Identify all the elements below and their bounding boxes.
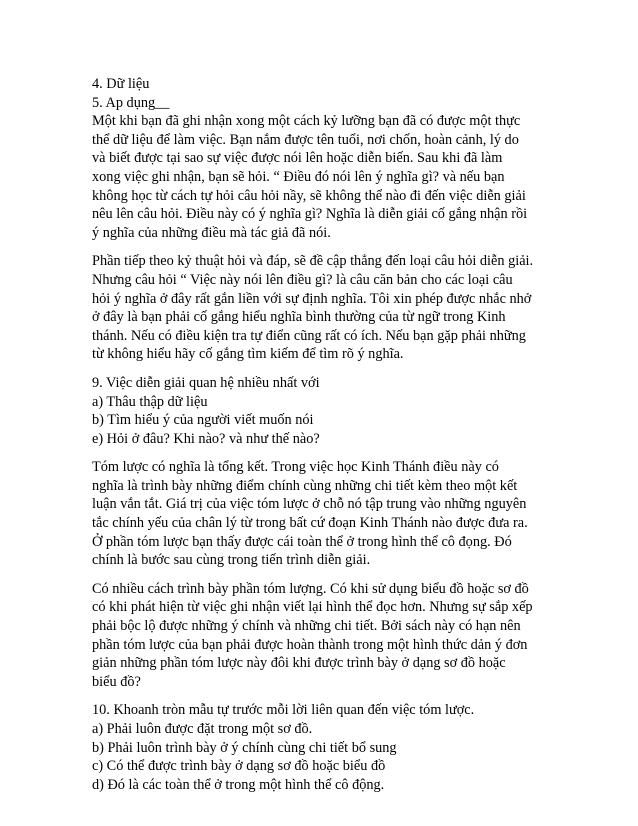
text-line: ở đây là bạn phải cố gắng hiểu nghĩa bình thường của từ ngữ trong Kinh — [92, 309, 506, 326]
list-items-4-5 — [92, 75, 552, 112]
text-line: chính là bước sau cùng trong tiến trình diễn giải. — [92, 552, 371, 569]
text-line: Ở phần tóm lược bạn thấy được cái toàn thể ở trong hình thể cô đọng. Đó — [92, 533, 512, 550]
answer-option: d) Đó là các toàn thể ở trong một hình thể cô động. — [92, 776, 385, 793]
paragraph-spacer — [92, 691, 552, 701]
text-line: Phần tiếp theo kỷ thuật hỏi và đáp, sẽ đề cập thẳng đến loại câu hỏi diễn giải. — [92, 253, 534, 270]
question-prompt: 9. Việc diễn giải quan hệ nhiều nhất với — [92, 374, 320, 391]
text-line: ý nghĩa của những điều mà tác giả đã nói. — [92, 224, 331, 241]
paragraph-ghi-nhan — [92, 112, 552, 242]
paragraph-spacer — [92, 448, 552, 458]
list-item: 5. Ap dụng__ — [92, 94, 170, 111]
text-line: nêu lên câu hỏi. Điều này có ý nghĩa gì? Nghĩa là diễn giải cố gắng nhận rồi — [92, 206, 528, 223]
text-line: Một khi bạn đã ghi nhận xong một cách kỷ lưỡng bạn đã có được một thực — [92, 113, 521, 130]
text-line: phải bộc lộ được những ý chính và những chi tiết. Bởi sách này có hạn nên — [92, 618, 521, 635]
text-line: và biết được tại sao sự việc được nói lên hoặc diễn biến. Sau khi đã làm — [92, 150, 503, 167]
paragraph-spacer — [92, 364, 552, 374]
answer-option: a) Phải luôn được đặt trong một sơ đồ. — [92, 721, 313, 737]
answer-option: a) Thâu thập dữ liệu — [92, 393, 208, 410]
paragraph-hoi-dap — [92, 252, 552, 364]
paragraph-tom-luoc — [92, 458, 552, 570]
text-line: Nhưng câu hỏi “ Việc này nói lên điều gì? là câu căn bản cho các loại câu — [92, 271, 513, 288]
paragraph-spacer — [92, 570, 552, 580]
answer-option: e) Hỏi ở đâu? Khi nào? và như thế nào? — [92, 430, 320, 447]
text-line: Có nhiều cách trình bày phần tóm lượng. Có khi sử dụng biểu đồ hoặc sơ đồ — [92, 580, 529, 597]
text-line: hỏi ý nghĩa ở đây rất gắn liền với sự định nghĩa. Tôi xin phép được nhắc nhở — [92, 290, 532, 307]
text-line: xong việc ghi nhận, bạn sẽ hỏi. “ Điều đó nói lên ý nghĩa gì? và nếu bạn — [92, 168, 505, 185]
answer-option: c) Có thể được trình bày ở dạng sơ đồ hoặc biểu đồ — [92, 758, 386, 775]
answer-option: b) Tìm hiểu ý của người viết muốn nói — [92, 412, 314, 429]
answer-option: b) Phải luôn trình bày ở ý chính cùng chi tiết bổ sung — [92, 739, 397, 756]
paragraph-trinh-bay — [92, 580, 552, 692]
question-9 — [92, 374, 552, 448]
text-line: phần tóm lược của bạn phải được hoàn thành trong một hình thức dản ý đơn — [92, 636, 528, 653]
text-line: không học từ cách tự hỏi câu hỏi nầy, sẽ không thể nào đi đến việc diễn giải — [92, 187, 526, 204]
paragraph-spacer — [92, 242, 552, 252]
text-line: luận vắn tắt. Giá trị của việc tóm lược ở chỗ nó tập trung vào những nguyên — [92, 496, 527, 513]
text-line: từ không hiểu hãy cố gắng tìm kiếm để tìm rõ ý nghĩa. — [92, 346, 404, 363]
question-10 — [92, 701, 552, 794]
text-line: Tóm lược có nghĩa là tổng kết. Trong việc học Kinh Thánh điều này có — [92, 459, 499, 476]
text-line: thánh. Nếu có điều kiện tra tự điển cũng rất có ích. Nếu bạn gặp phải những — [92, 327, 526, 344]
text-line: tắc chính yếu của chân lý từ trong bất cứ đoạn Kinh Thánh nào được đưa ra. — [92, 515, 528, 532]
text-line: thể dữ liệu để làm việc. Bạn nắm được tên tuổi, nơi chốn, hoàn cảnh, lý do — [92, 131, 519, 148]
question-prompt: 10. Khoanh tròn mẫu tự trước mỗi lời liên quan đến việc tóm lược. — [92, 702, 475, 719]
text-line: có khi phát hiện từ việc ghi nhận viết lại hình thể đọc hơn. Nhưng sự sắp xếp — [92, 599, 533, 616]
document-page — [92, 75, 552, 794]
text-line: nghĩa là trình bày những điểm chính cùng những chi tiết kèm theo một kết — [92, 477, 518, 494]
text-line: giản những phần tóm lược này đôi khi được trình bày ở dạng sơ đồ hoặc — [92, 655, 506, 672]
list-item: 4. Dữ liệu — [92, 76, 150, 92]
text-line: biểu đồ? — [92, 673, 141, 690]
